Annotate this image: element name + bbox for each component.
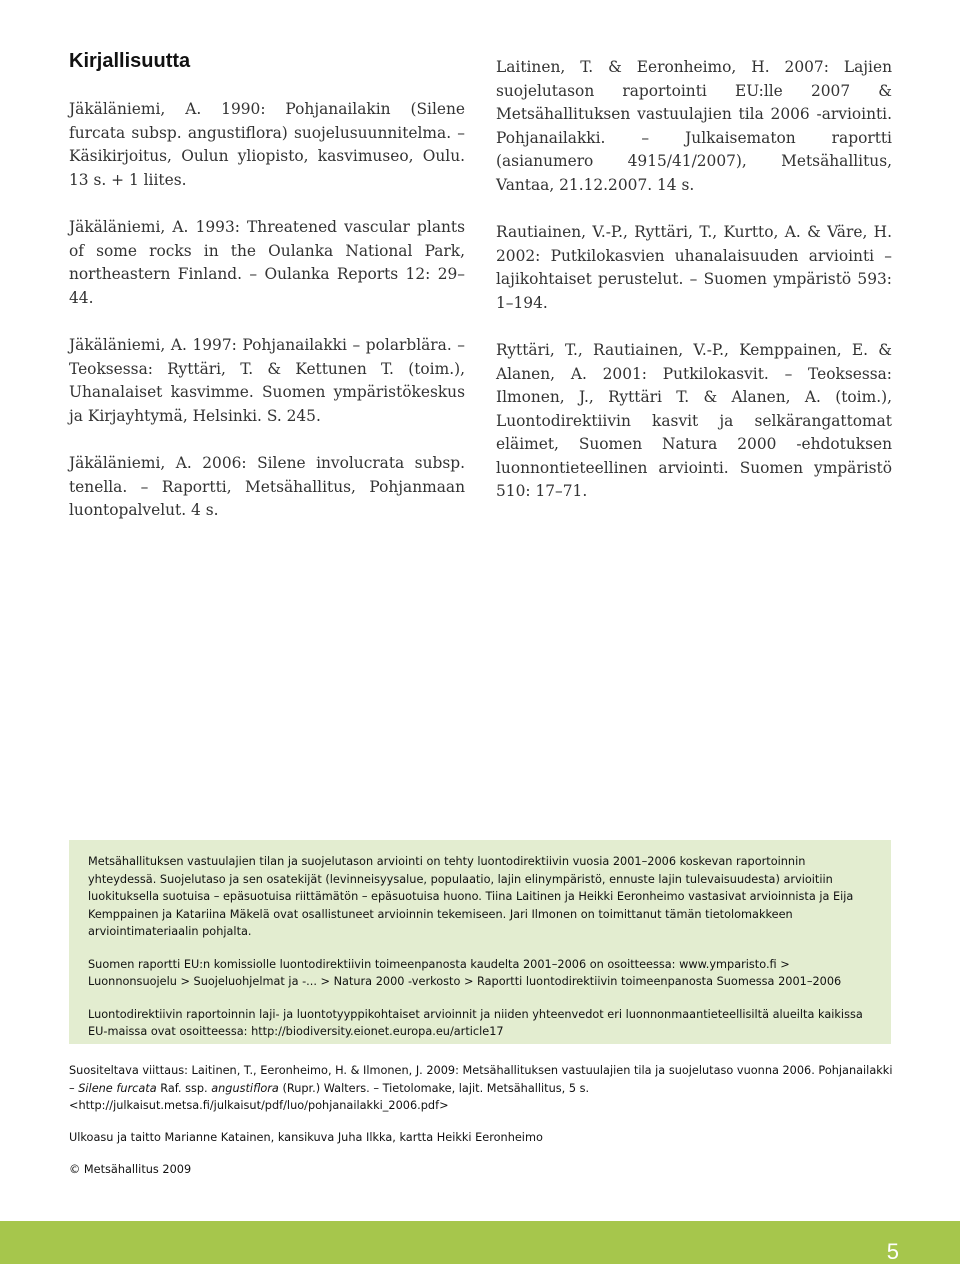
citation-text: Suositeltava viittaus: Laitinen, T., Eeronheimo, H. & Ilmonen, J. 2009: Metsähallituksen vastuulajien tila ja suojelutaso vuonna 2006. Pohjanailakki – xyxy=(69,1064,893,1095)
info-paragraph: Metsähallituksen vastuulajien tilan ja suojelutason arviointi on tehty luontodirektiivin vuosia 2001–2006 koskevan raportoinnin yhteydessä. Suojelutaso ja sen osatekijät (levinneisyysalue, populaatio, lajin elinympäristö, ennuste lajin tulevaisuudesta) arvioitiin luokituksella suotuisa – epäsuotuisa riittämätön – epäsuotuisa huono. Tiina Laitinen ja Heikki Eeronheimo vastasivat arvioinnista ja Eija Kemppainen ja Katariina Mäkelä ovat osallistuneet arvioinnin tekemiseen. Jari Ilmonen on toimittanut tämän tietolomakkeen arviointimateriaalin pohjalta. xyxy=(88,855,854,938)
citation-text: Raf. ssp. xyxy=(156,1081,212,1095)
reference-entry: Rautiainen, V.-P., Ryttäri, T., Kurtto, A. & Väre, H. 2002: Putkilokasvien uhanalaisuuden arviointi – lajikohtaiset perustelut. – Suomen ympäristö 593: 1–194. xyxy=(496,223,892,312)
citation-subspecies: angustiflora xyxy=(211,1081,279,1095)
recommended-citation xyxy=(69,1062,899,1115)
footer-bar xyxy=(0,1221,960,1264)
references-left-column xyxy=(69,98,465,547)
page-number: 5 xyxy=(886,1239,899,1264)
reference-entry: Jäkäläniemi, A. 1993: Threatened vascular plants of some rocks in the Oulanka National Park, northeastern Finland. – Oulanka Reports 12: 29–44. xyxy=(69,218,465,307)
reference-entry: Jäkäläniemi, A. 1997: Pohjanailakki – polarblära. – Teoksessa: Ryttäri, T. & Kettunen T. (toim.), Uhanalaiset kasvimme. Suomen ympäristökeskus ja Kirjayhtymä, Helsinki. S. 245. xyxy=(69,336,465,425)
info-box xyxy=(69,840,891,1044)
info-paragraph: Suomen raportti EU:n komissiolle luontodirektiivin toimeenpanosta kaudelta 2001–2006 on osoitteessa: www.ymparisto.fi > Luonnonsuojelu > Suojeluohjelmat ja -... > Natura 2000 -verkosto > Raportti luontodirektiivin toimeenpanosta Suomessa 2001–2006 xyxy=(88,957,842,988)
section-heading: Kirjallisuutta xyxy=(69,50,191,72)
reference-entry: Ryttäri, T., Rautiainen, V.-P., Kemppainen, E. & Alanen, A. 2001: Putkilokasvit. – Teoksessa: Ilmonen, J., Ryttäri T. & Alanen, A. (toim.), Luontodirektiivin kasvit ja selkärangattomat eläimet, Suomen Natura 2000 -ehdotuksen luonnontieteellinen arviointi. Suomen ympäristö 510: 17–71. xyxy=(496,341,892,500)
reference-entry: Laitinen, T. & Eeronheimo, H. 2007: Lajien suojelutason raportointi EU:lle 2007 & Metsähallituksen vastuulajien tila 2006 -arviointi. Pohjanailakki. – Julkaisematon raportti (asianumero 4915/41/2007), Metsähallitus, Vantaa, 21.12.2007. 14 s. xyxy=(496,58,892,194)
copyright: © Metsähallitus 2009 xyxy=(69,1163,192,1176)
reference-entry: Jäkäläniemi, A. 1990: Pohjanailakin (Silene furcata subsp. angustiflora) suojelusuunnitelma. – Käsikirjoitus, Oulun yliopisto, kasvimuseo, Oulu. 13 s. + 1 liites. xyxy=(69,100,465,189)
info-paragraph: Luontodirektiivin raportoinnin laji- ja luontotyyppikohtaiset arvioinnit ja niiden yhteenvedot eri luonnonmaantieteellisiltä alueilta kaikissa EU-maissa ovat osoitteessa: http://biodiversity.eionet.europa.eu/article17 xyxy=(88,1007,863,1038)
citation-species: Silene furcata xyxy=(78,1081,157,1095)
references-right-column xyxy=(496,56,892,528)
credits: Ulkoasu ja taitto Marianne Katainen, kansikuva Juha Ilkka, kartta Heikki Eeronheimo xyxy=(69,1131,543,1144)
citation-text: (Rupr.) Walters. – Tietolomake, lajit. Metsähallitus, 5 s. <http://julkaisut.metsa.fi/julkaisut/pdf/luo/pohjanailakki_2006.pdf> xyxy=(69,1081,590,1112)
reference-entry: Jäkäläniemi, A. 2006: Silene involucrata subsp. tenella. – Raportti, Metsähallitus, Pohjanmaan luontopalvelut. 4 s. xyxy=(69,454,465,519)
